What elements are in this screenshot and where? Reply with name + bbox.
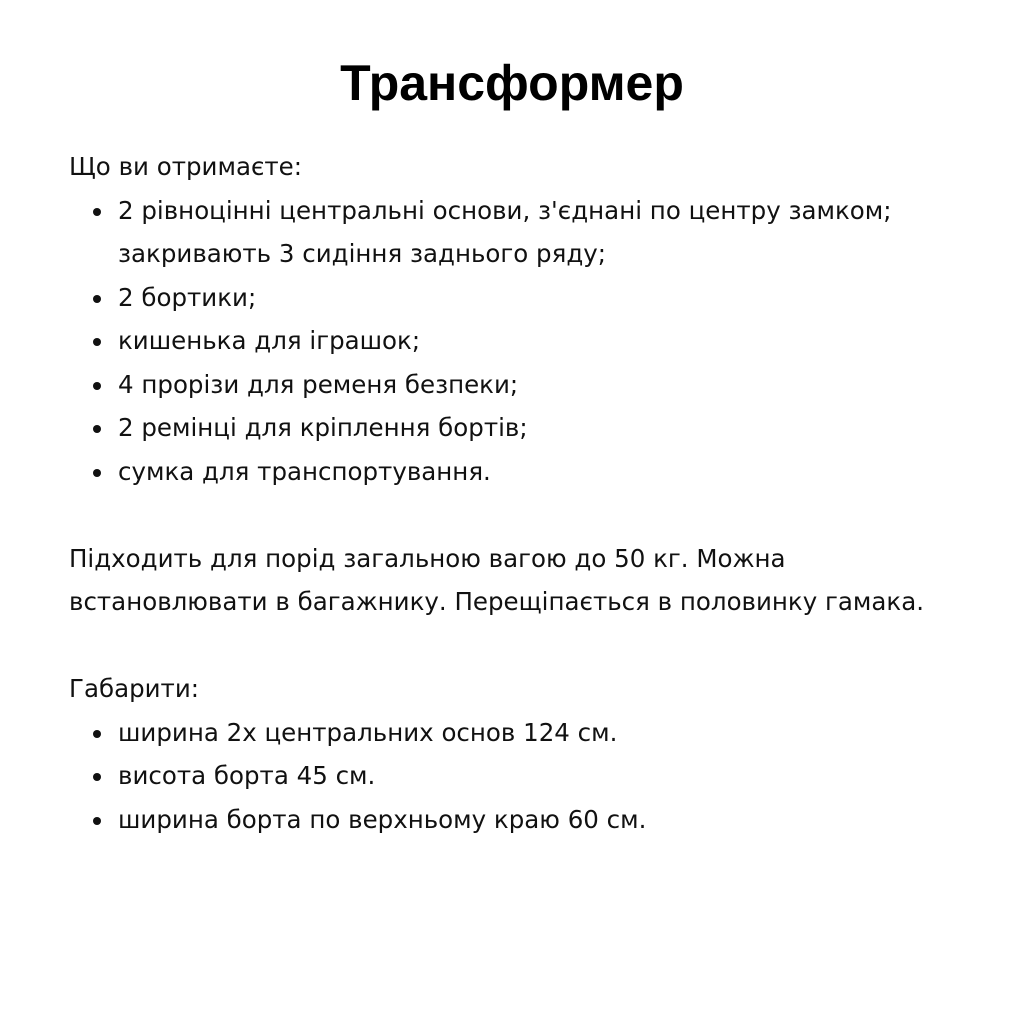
list-item: ширина борта по верхньому краю 60 см. [69, 798, 969, 842]
spacer [69, 624, 969, 668]
bullet-icon [93, 382, 101, 390]
bullet-icon [93, 208, 101, 216]
included-list [69, 189, 969, 494]
dimensions-label-suffix: : [190, 674, 200, 703]
dimensions-list [69, 711, 969, 842]
list-item: 2 рівноцінні центральні основи, з'єднані по центру замком; закривають 3 сидіння заднього ряду; [69, 189, 969, 276]
bullet-icon [93, 773, 101, 781]
content-body [69, 145, 969, 841]
list-item: ширина 2х центральних основ 124 см. [69, 711, 969, 755]
list-item: висота борта 45 см. [69, 754, 969, 798]
bullet-icon [93, 817, 101, 825]
dimensions-heading [69, 667, 969, 711]
spacer [69, 493, 969, 537]
list-item: сумка для транспортування. [69, 450, 969, 494]
page-title: Трансформер [340, 55, 684, 111]
included-heading: Що ви отримаєте: [69, 152, 303, 181]
description-paragraph: Підходить для порід загальною вагою до 50 кг. Можна встановлювати в багажнику. Перещіпається в половинку гамака. [69, 543, 924, 616]
list-item: кишенька для іграшок; [69, 319, 969, 363]
bullet-icon [93, 338, 101, 346]
bullet-icon [93, 295, 101, 303]
bullet-icon [93, 425, 101, 433]
bullet-icon [93, 730, 101, 738]
list-item: 4 прорізи для ременя безпеки; [69, 363, 969, 407]
list-item: 2 ремінці для кріплення бортів; [69, 406, 969, 450]
dimensions-label: Габарити [69, 674, 191, 703]
list-item: 2 бортики; [69, 276, 969, 320]
bullet-icon [93, 469, 101, 477]
